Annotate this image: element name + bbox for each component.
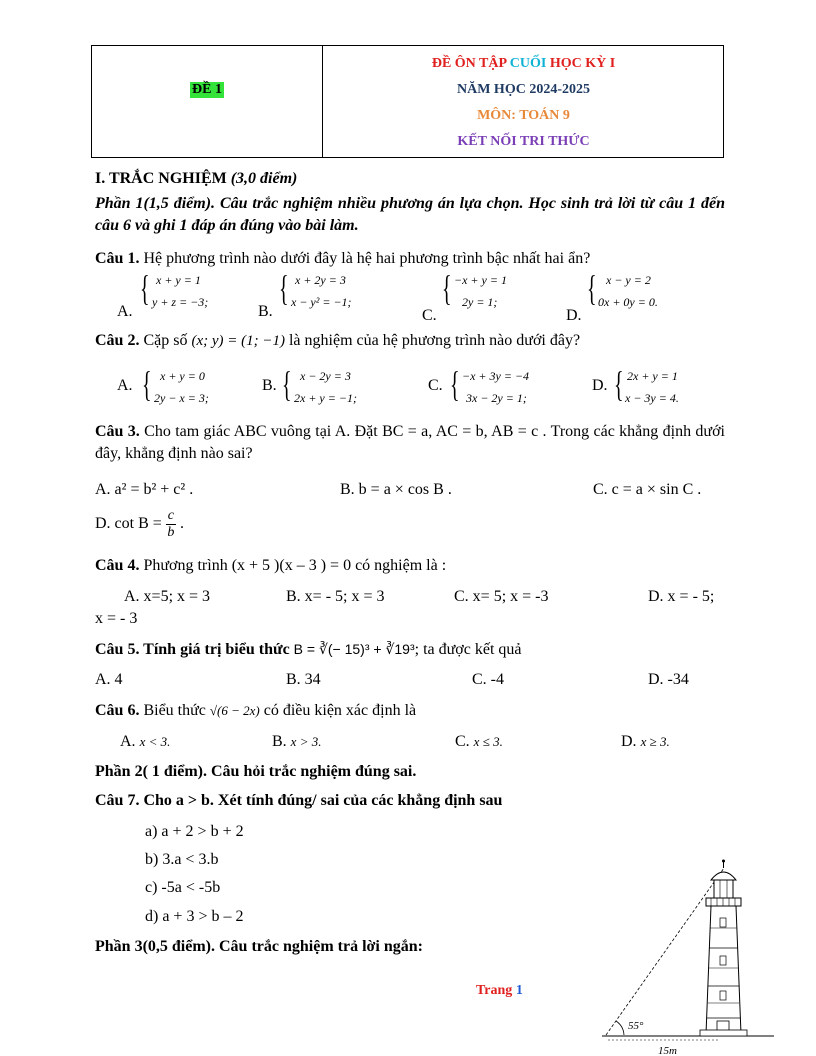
brace-icon: { (279, 268, 289, 308)
part1-instructions: Phần 1(1,5 điểm). Câu trắc nghiệm nhiều phương án lựa chọn. Học sinh trả lời từ câu 1 đến câu 6 và ghi 1 đáp án đúng vào bài làm. (95, 195, 725, 234)
fraction: $\frac{c}{b}$ (167, 507, 175, 540)
q7-statement-a: a) a + 2 > b + 2 (145, 823, 244, 840)
question-6: Câu 6. Biểu thức √(6 − 2x) có điều kiện xác định là (95, 702, 417, 719)
q5-option-a: A. 4 (95, 671, 123, 688)
part2-title: Phần 2( 1 điểm). Câu hỏi trắc nghiệm đúng sai. (95, 763, 417, 780)
q2-option-c: −x + 3y = −4 3x − 2y = 1; (462, 369, 530, 405)
brace-icon: { (142, 364, 152, 404)
q3-option-c: C. c = a × sin C . (593, 481, 702, 498)
lighthouse-figure (598, 858, 778, 1056)
brace-icon: { (442, 268, 452, 308)
page-number: Trang 1 (476, 983, 523, 998)
q5-option-c: C. -4 (472, 671, 504, 688)
subject: MÔN: TOÁN 9 (477, 108, 570, 123)
question-1: Câu 1. Hệ phương trình nào dưới đây là hệ hai phương trình bậc nhất hai ẩn? (95, 250, 591, 267)
section-title: I. TRẮC NGHIỆM (3,0 điểm) (95, 170, 298, 187)
exam-code: ĐỀ 1 (192, 82, 222, 97)
q2-option-a: x + y = 0 2y − x = 3; (154, 369, 209, 405)
header-table (91, 45, 724, 158)
q4-option-a: A. x=5; x = 3 (124, 588, 211, 605)
question-5: Câu 5. Tính giá trị biểu thức B = ∛(− 15)³ + ∛19³; ta được kết quả (95, 641, 522, 658)
q6-option-b: B. x > 3. (272, 733, 322, 750)
q2-option-d: 2x + y = 1 x − 3y = 4. (625, 369, 679, 405)
q3-option-b: B. b = a × cos B . (340, 481, 452, 498)
brace-icon: { (587, 268, 597, 308)
q7-statement-b: b) 3.a < 3.b (145, 851, 219, 868)
q3-option-d: D. cot B = $\frac{c}{b}$ . (95, 507, 185, 540)
q1-option-a: x + y = 1 y + z = −3; (152, 273, 209, 309)
q4-option-c: C. x= 5; x = -3 (454, 588, 549, 605)
angle-label: 55° (628, 1020, 644, 1032)
question-7: Câu 7. Cho a > b. Xét tính đúng/ sai của các khẳng định sau (95, 792, 503, 809)
q1-option-c: −x + y = 1 2y = 1; (454, 273, 507, 309)
q5-option-b: B. 34 (286, 671, 321, 688)
textbook-series: KẾT NỐI TRI THỨC (457, 134, 590, 149)
exam-title: ĐỀ ÔN TẬP CUỐI HỌC KỲ I (431, 56, 616, 71)
brace-icon: { (282, 364, 292, 404)
part3-title: Phần 3(0,5 điểm). Câu trắc nghiệm trả lời ngắn: (95, 938, 423, 955)
question-4: Câu 4. Phương trình (x + 5 )(x – 3 ) = 0 có nghiệm là : (95, 557, 447, 574)
q1-option-b: x + 2y = 3 x − y² = −1; (291, 273, 352, 309)
angle-arc (616, 1021, 624, 1035)
school-year: NĂM HỌC 2024-2025 (457, 82, 590, 97)
sight-line (606, 868, 724, 1035)
q6-option-c: C. x ≤ 3. (455, 733, 503, 750)
question-2: Câu 2. Cặp số (x; y) = (1; −1) là nghiệm của hệ phương trình nào dưới đây? (95, 332, 581, 349)
q4-option-d-cont: x = - 3 (95, 610, 138, 627)
q5-option-d: D. -34 (648, 671, 689, 688)
brace-icon: { (450, 364, 460, 404)
q7-statement-c: c) -5a < -5b (145, 879, 221, 896)
q4-option-b: B. x= - 5; x = 3 (286, 588, 385, 605)
brace-icon: { (140, 268, 150, 308)
q7-statement-d: d) a + 3 > b – 2 (145, 908, 244, 925)
q2-option-b: x − 2y = 3 2x + y = −1; (294, 369, 357, 405)
q6-option-d: D. x ≥ 3. (621, 733, 670, 750)
question-3: Câu 3. Cho tam giác ABC vuông tại A. Đặt BC = a, AC = b, AB = c . Trong các khẳng định dưới đây, khẳng định nào sai? (95, 423, 726, 462)
q3-option-a: A. a² = b² + c² . (95, 481, 194, 498)
q1-option-d: x − y = 2 0x + 0y = 0. (598, 273, 658, 309)
q4-option-d: D. x = - 5; (648, 588, 715, 605)
q6-option-a: A. x < 3. (120, 733, 171, 750)
brace-icon: { (614, 364, 624, 404)
distance-label: 15m (658, 1045, 677, 1056)
